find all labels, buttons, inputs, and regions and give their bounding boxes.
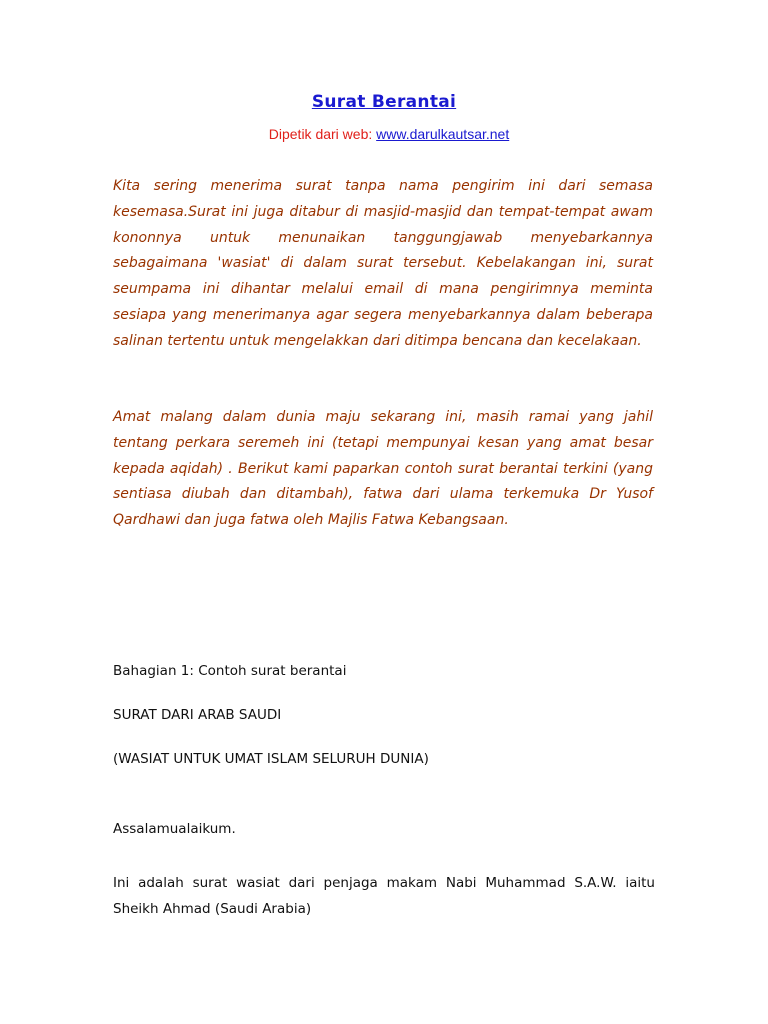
document-title: Surat Berantai: [311, 92, 457, 112]
letter-intro: Ini adalah surat wasiat dari penjaga makam Nabi Muhammad S.A.W. iaitu Sheikh Ahmad (Saudi Arabia): [113, 875, 655, 917]
source-link[interactable]: www.darulkautsar.net: [376, 126, 510, 142]
intro-paragraph-2: Amat malang dalam dunia maju sekarang ini, masih ramai yang jahil tentang perkara seremeh ini (tetapi mempunyai kesan yang amat besar kepada aqidah) . Berikut kami paparkan contoh surat berantai terkini (yang sentiasa diubah dan ditambah), fatwa dari ulama terkemuka Dr Yusof Qardhawi dan juga fatwa oleh Majlis Fatwa Kebangsaan.: [113, 409, 653, 529]
source-prefix: Dipetik dari web:: [268, 126, 377, 142]
source-line: [0, 126, 768, 142]
letter-heading: SURAT DARI ARAB SAUDI: [113, 707, 282, 723]
section-heading: Bahagian 1: Contoh surat berantai: [113, 663, 347, 679]
letter-greeting: Assalamualaikum.: [113, 821, 236, 837]
intro-paragraph-1: Kita sering menerima surat tanpa nama pengirim ini dari semasa kesemasa.Surat ini juga ditabur di masjid-masjid dan tempat-tempat awam kononnya untuk menunaikan tanggungjawab menyebarkannya sebagaimana 'wasiat' di dalam surat tersebut. Kebelakangan ini, surat seumpama ini dihantar melalui email di mana pengirimnya meminta sesiapa yang menerimanya agar segera menyebarkannya dalam beberapa salinan tertentu untuk mengelakkan dari ditimpa bencana dan kecelakaan.: [113, 178, 653, 349]
letter-subheading: (WASIAT UNTUK UMAT ISLAM SELURUH DUNIA): [113, 751, 429, 767]
